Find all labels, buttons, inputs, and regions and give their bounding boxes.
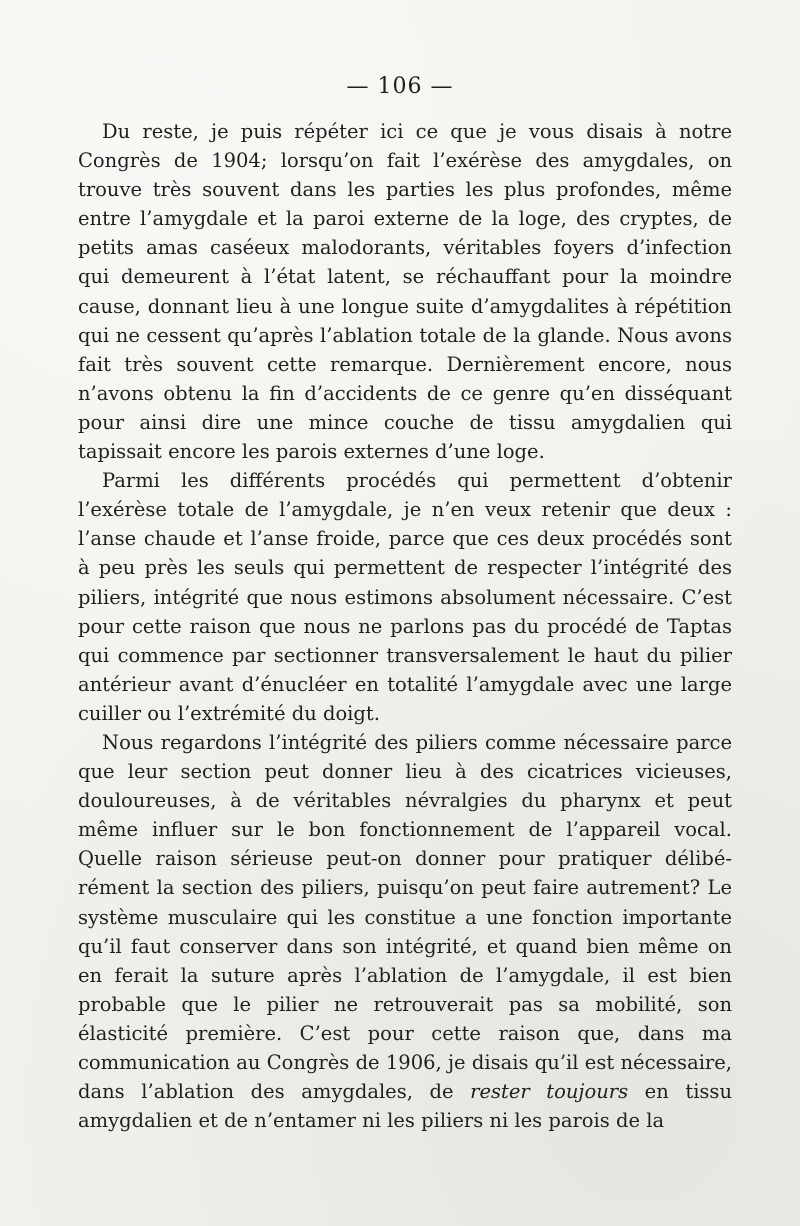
- paragraph-3-text-after: en tissu amygdalien et de n’entamer ni les piliers ni les parois de la: [78, 1080, 733, 1133]
- paragraph-1: Du reste, je puis répéter ici ce que je vous disais à notre Congrès de 1904; lorsqu’on fait l’exérèse des amygdales, on trouve très souvent dans les parties les plus profondes, même entre l’amygdale et la paroi externe de la loge, des cryptes, de petits amas caséeux malodorants, véritables foyers d’infection qui demeurent à l’état latent, se réchauffant pour la moindre cause, donnant lieu à une longue suite d’amygdalites à répétition qui ne cessent qu’après l’ablation totale de la glande. Nous avons fait très souvent cette remarque. Dernièrement encore, nous n’avons obtenu la fin d’accidents de ce genre qu’en disséquant pour ainsi dire une mince couche de tissu amygdalien qui tapissait encore les parois externes d’une loge.: [78, 120, 732, 464]
- paragraph-2: Parmi les différents procédés qui permettent d’obtenir l’exérèse totale de l’amygdale, je n’en veux retenir que deux : l’anse chaude et l’anse froide, parce que ces deux procédés sont à peu près les seuls qui permettent de respecter l’intégrité des piliers, intégrité que nous estimons absolument nécessaire. C’est pour cette raison que nous ne parlons pas du procédé de Taptas qui commence par sectionner transversalement le haut du pilier antérieur avant d’énucléer en totalité l’amygdale avec une large cuiller ou l’extrémité du doigt.: [78, 469, 732, 725]
- paragraph-3-text-before: Nous regardons l’intégrité des piliers comme nécessaire parce que leur section peut donner lieu à des cicatrices vicieuses, douloureuses, à de véritables névralgies du pharynx et peut même influer sur le bon fonctionnement de l’appareil vocal. Quelle raison sérieuse peut-on donner pour pratiquer délibérément la section des piliers, puisqu’on peut faire autrement? Le système musculaire qui les constitue a une fonction importante qu’il faut conserver dans son intégrité, et quand bien même on en ferait la suture après l’ablation de l’amygdale, il est bien probable que le pilier ne retrouverait pas sa mobilité, son élasticité première. C’est pour cette raison que, dans ma communication au Congrès de 1906, je disais qu’il est nécessaire, dans l’ablation des amygdales, de: [78, 730, 732, 1104]
- body-text: [78, 117, 732, 1135]
- page-number: — 106 —: [346, 74, 454, 99]
- paragraph-3: [78, 728, 732, 1135]
- paragraph-3-emphasis: rester toujours: [470, 1080, 629, 1104]
